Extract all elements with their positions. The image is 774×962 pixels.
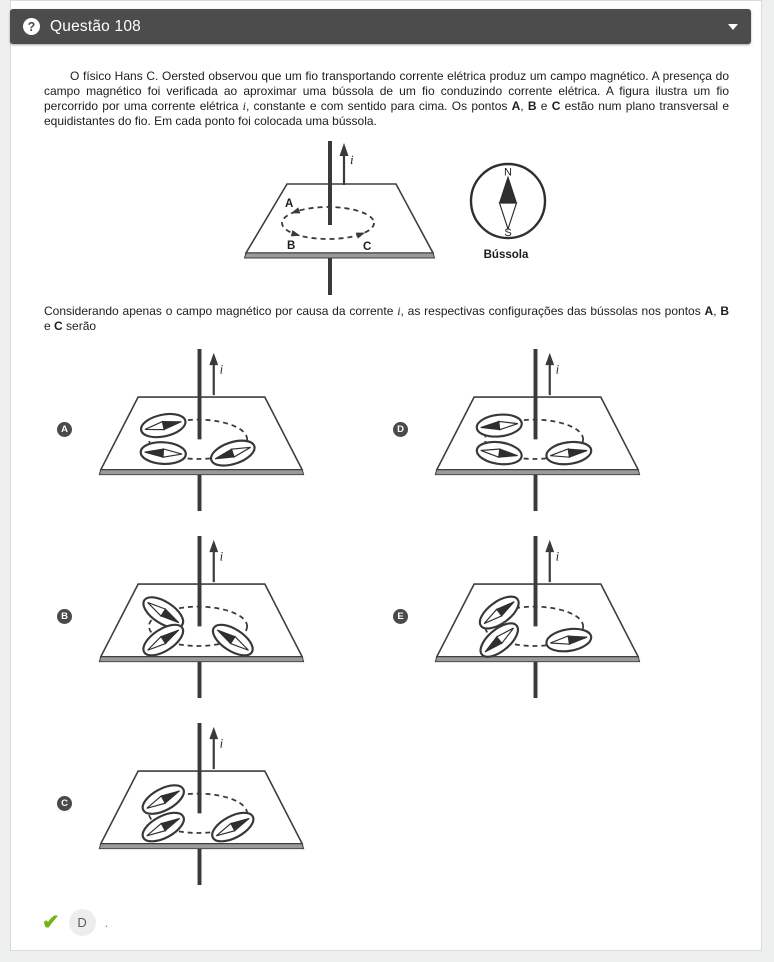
option-e — [383, 533, 719, 700]
text-run: , — [713, 304, 721, 318]
current-arrow — [209, 540, 223, 582]
chevron-down-icon[interactable] — [728, 24, 738, 30]
point-c-ref: C — [54, 319, 63, 333]
point-b-ref: B — [527, 99, 537, 113]
empty-cell — [383, 720, 719, 887]
text-run: , constante e com sentido para cima. Os pontos — [245, 99, 512, 113]
point-a-label: A — [285, 198, 294, 210]
current-label: i — [219, 549, 224, 564]
option-c-badge: C — [57, 796, 72, 811]
current-arrow — [209, 727, 223, 769]
question-paragraph-1 — [44, 69, 729, 129]
point-c-label: C — [363, 241, 372, 253]
question-paragraph-2 — [44, 304, 729, 334]
option-e-figure — [418, 533, 654, 700]
text-run: estão num plano transversal e equidistantes do fio. Em cada ponto foi colocada uma bússola. — [44, 99, 730, 128]
point-b-label: B — [287, 240, 296, 252]
compass-rose — [471, 164, 545, 261]
north-label: N — [504, 166, 512, 179]
option-b-badge: B — [57, 609, 72, 624]
text-run: Considerando apenas o campo magnético por causa da corrente — [44, 304, 398, 318]
option-d-badge: D — [393, 422, 408, 437]
option-c-figure — [82, 720, 318, 887]
current-symbol: i — [242, 99, 246, 113]
question-title: Questão 108 — [50, 17, 141, 35]
current-symbol: i — [397, 304, 401, 318]
option-a-badge: A — [57, 422, 72, 437]
text-run: e — [44, 319, 55, 333]
current-label: i — [555, 549, 560, 564]
plane — [245, 184, 435, 258]
plane — [99, 771, 303, 849]
south-label: S — [504, 227, 512, 239]
current-label: i — [555, 362, 560, 377]
correct-answer-row — [42, 909, 761, 936]
question-header[interactable] — [10, 9, 751, 44]
answer-options — [47, 346, 761, 887]
current-arrow — [209, 353, 223, 395]
current-label: i — [219, 736, 224, 751]
text-run: e — [536, 99, 552, 113]
option-a — [47, 346, 383, 513]
question-circle-icon: ? — [23, 18, 40, 35]
compass-caption: Bússola — [483, 249, 529, 261]
option-b — [47, 533, 383, 700]
main-figure — [223, 137, 761, 297]
current-label: i — [219, 362, 224, 377]
plane — [99, 584, 303, 662]
correct-answer-badge: D — [69, 909, 96, 936]
current-arrow — [545, 540, 559, 582]
current-arrow — [545, 353, 559, 395]
answer-suffix: . — [104, 915, 109, 930]
option-d — [383, 346, 719, 513]
current-arrow — [340, 143, 355, 185]
current-label: i — [350, 152, 354, 167]
text-run: O físico Hans C. Oersted observou que um fio transportando corrente elétrica produz um campo magnético. A presença do campo magnético foi verificada ao aproximar uma bússola de um fio conduzindo corrente elétrica. A figura ilustra um fio percorrido por uma corrente elétrica — [44, 69, 729, 113]
check-icon: ✔ — [42, 911, 60, 934]
option-e-badge: E — [393, 609, 408, 624]
option-d-figure — [418, 346, 654, 513]
point-c-ref: C — [551, 99, 561, 113]
text-run: serão — [62, 319, 97, 333]
option-c — [47, 720, 383, 887]
text-run: , — [520, 99, 528, 113]
point-b-ref: B — [720, 304, 730, 318]
text-run: , as respectivas configurações das bússolas nos pontos — [400, 304, 705, 318]
point-a-ref: A — [511, 99, 521, 113]
point-a-ref: A — [704, 304, 714, 318]
option-b-figure — [82, 533, 318, 700]
option-a-figure — [82, 346, 318, 513]
wire-and-compass-figure — [223, 137, 568, 297]
question-panel — [10, 0, 762, 951]
plane — [99, 397, 303, 475]
